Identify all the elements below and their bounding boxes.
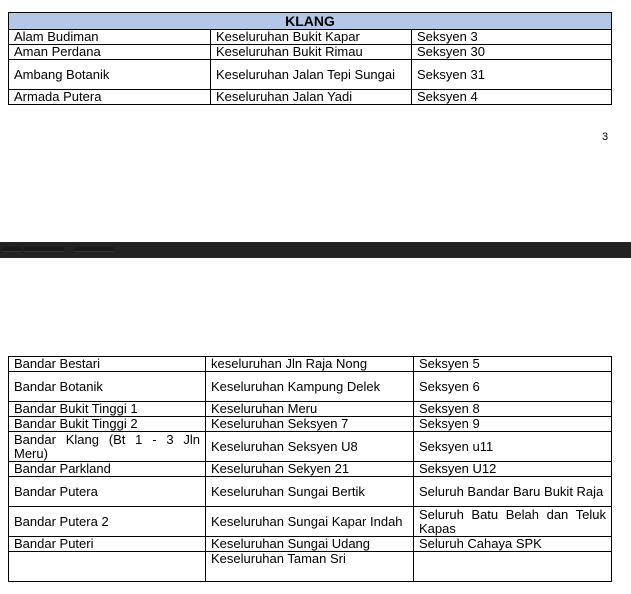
section-cell: Seksyen 6 [414,372,612,402]
area-cell: Bandar Bukit Tinggi 2 [9,417,206,432]
area-cell: Alam Budiman [9,30,211,45]
coverage-cell: Keseluruhan Jalan Yadi [211,90,412,105]
section-cell: Seksyen 30 [412,45,612,60]
area-cell: Bandar Bukit Tinggi 1 [9,402,206,417]
area-cell: Ambang Botanik [9,60,211,90]
table-row [9,477,612,507]
section-cell: Seksyen 4 [412,90,612,105]
area-cell: Bandar Botanik [9,372,206,402]
section-cell [414,552,612,582]
page-break-bar [0,242,631,258]
coverage-cell: Keseluruhan Sungai Kapar Indah [206,507,414,537]
area-cell: Armada Putera [9,90,211,105]
area-cell [9,552,206,582]
table-row [9,462,612,477]
section-cell: Seluruh Batu Belah dan Teluk Kapas [414,507,612,537]
coverage-cell: Keseluruhan Seksyen 7 [206,417,414,432]
klang-table-top [8,12,612,105]
area-cell: Bandar Putera [9,477,206,507]
bar-mark [74,247,114,252]
coverage-cell: keseluruhan Jln Raja Nong [206,357,414,372]
table-row [9,552,612,582]
coverage-cell: Keseluruhan Meru [206,402,414,417]
bar-mark [2,247,22,252]
table-row [9,357,612,372]
coverage-cell: Keseluruhan Seksyen U8 [206,432,414,462]
coverage-cell: Keseluruhan Bukit Rimau [211,45,412,60]
coverage-cell: Keseluruhan Sungai Bertik [206,477,414,507]
section-cell: Seksyen 3 [412,30,612,45]
area-cell: Bandar Putera 2 [9,507,206,537]
coverage-cell: Keseluruhan Sungai Udang [206,537,414,552]
table-row [9,402,612,417]
section-cell: Seksyen U12 [414,462,612,477]
coverage-cell: Keseluruhan Kampung Delek [206,372,414,402]
section-cell: Seksyen u11 [414,432,612,462]
table-row [9,372,612,402]
table-row [9,45,612,60]
table-row [9,90,612,105]
coverage-cell: Keseluruhan Sekyen 21 [206,462,414,477]
section-cell: Seksyen 9 [414,417,612,432]
section-cell: Seluruh Bandar Baru Bukit Raja [414,477,612,507]
coverage-cell: Keseluruhan Bukit Kapar [211,30,412,45]
coverage-cell: Keseluruhan Jalan Tepi Sungai [211,60,412,90]
section-cell: Seluruh Cahaya SPK [414,537,612,552]
table-row [9,60,612,90]
klang-table-continued [8,356,612,582]
area-cell: Bandar Bestari [9,357,206,372]
table-row [9,30,612,45]
area-cell: Bandar Parkland [9,462,206,477]
table-row [9,507,612,537]
section-cell: Seksyen 31 [412,60,612,90]
area-cell: Bandar Puteri [9,537,206,552]
table-row [9,537,612,552]
page-number: 3 [602,131,609,143]
section-cell: Seksyen 8 [414,402,612,417]
area-cell: Aman Perdana [9,45,211,60]
section-cell: Seksyen 5 [414,357,612,372]
bar-mark [24,247,64,252]
coverage-cell: Keseluruhan Taman Sri [206,552,414,582]
table-title: KLANG [9,13,612,30]
table-row [9,417,612,432]
area-cell: Bandar Klang (Bt 1 - 3 Jln Meru) [9,432,206,462]
table-row [9,432,612,462]
